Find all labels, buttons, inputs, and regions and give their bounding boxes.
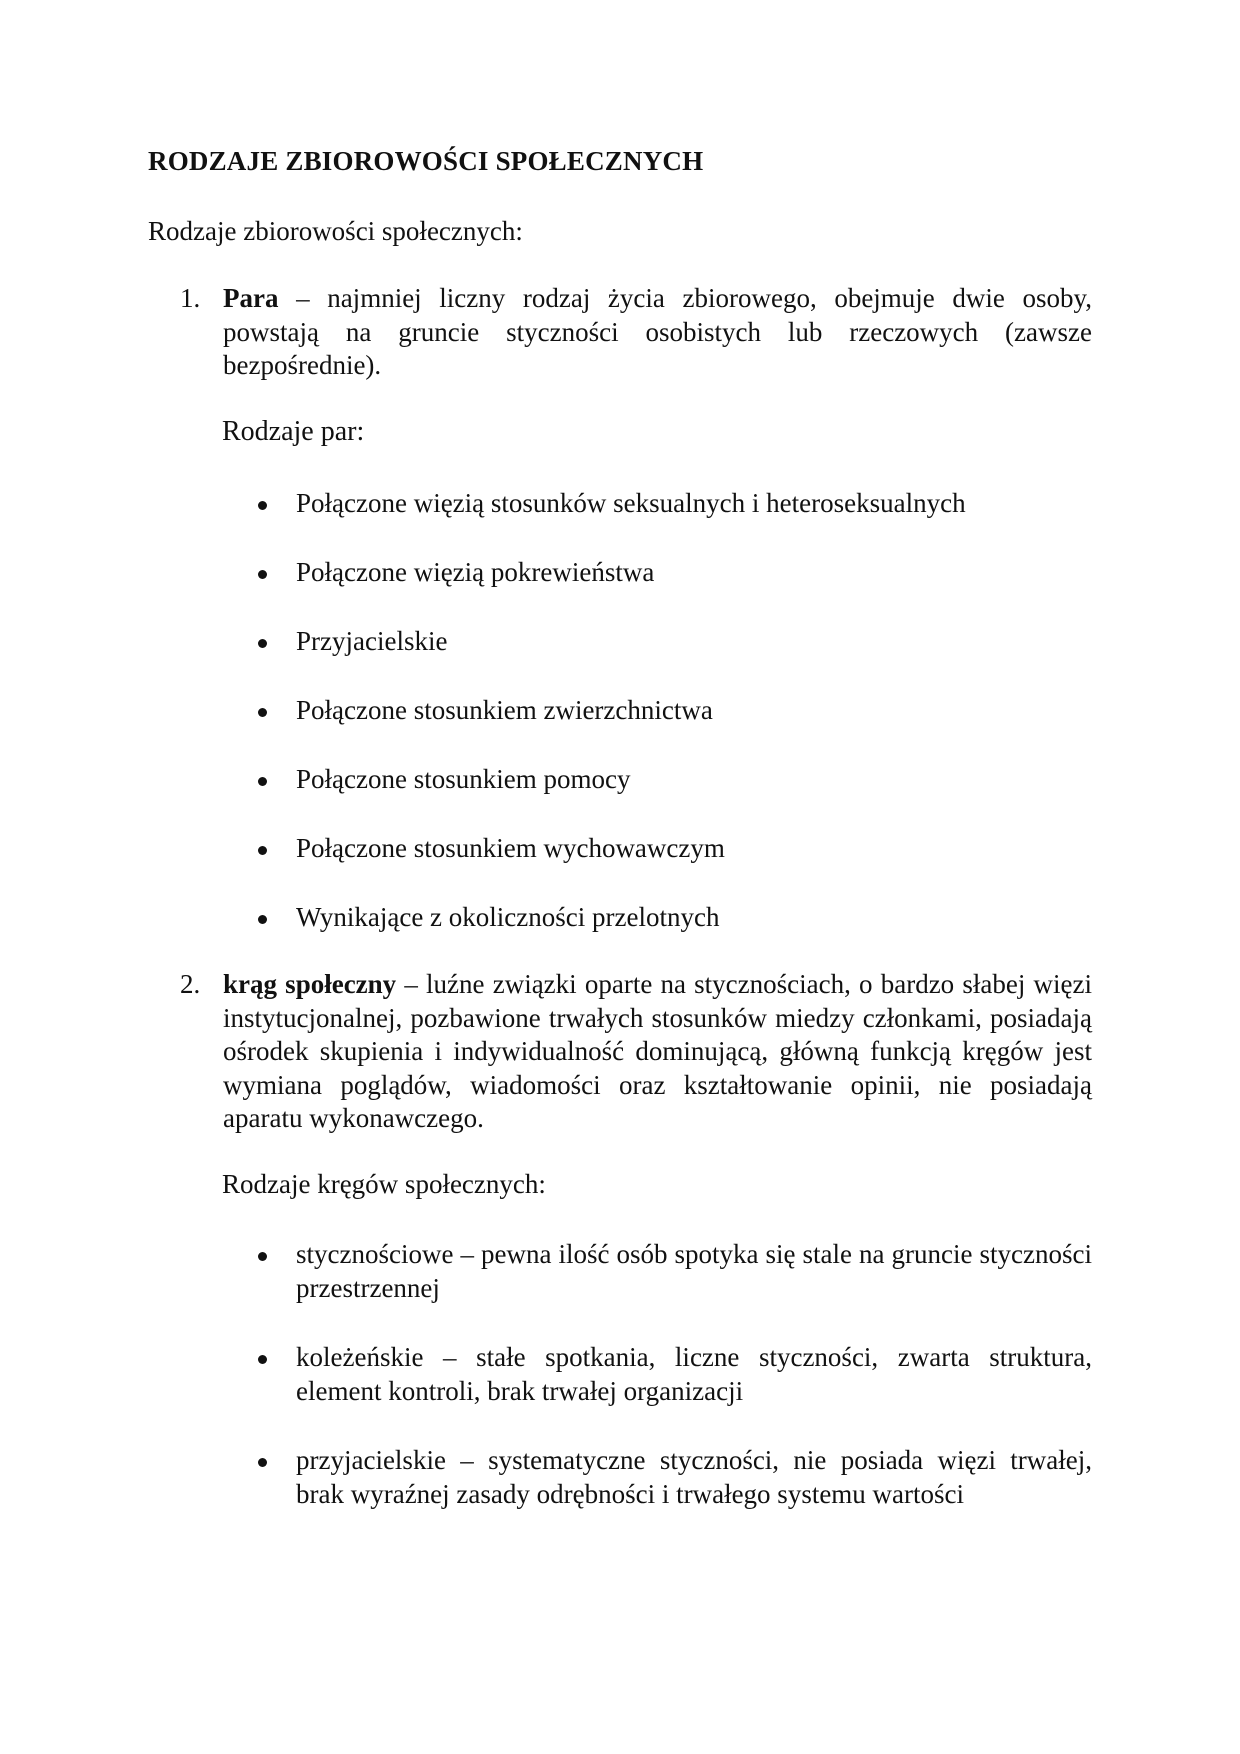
bullet-text: Połączone stosunkiem zwierzchnictwa [296, 695, 713, 725]
bullet-item [258, 1444, 1092, 1511]
list-number: 2. [180, 969, 201, 999]
list-item-para [180, 282, 1092, 383]
bullet-text [296, 1341, 1092, 1408]
bullet-item [258, 832, 1092, 866]
bullet-text: Wynikające z okoliczności przelotnych [296, 902, 720, 932]
bullet-item [258, 625, 1092, 659]
bullet-text: Połączone stosunkiem pomocy [296, 764, 631, 794]
bullet-text: Połączone więzią pokrewieństwa [296, 557, 655, 587]
list-item-text [223, 282, 1092, 383]
bullet-item [258, 1238, 1092, 1305]
bullet-item [258, 487, 1092, 521]
list-item-krag-spoleczny [180, 968, 1092, 1136]
bullet-text [296, 1444, 1092, 1511]
bullet-text: Przyjacielskie [296, 626, 448, 656]
bullet-text [296, 1238, 1092, 1305]
intro-text: Rodzaje zbiorowości społecznych: [148, 216, 523, 246]
bullet-icon [258, 501, 267, 510]
definition-krag-spoleczny: – luźne związki oparte na stycznościach, o bardzo słabej więzi instytucjonalnej, pozbawione trwałych stosunków miedzy członkami, posiadają ośrodek skupienia i indywidualność dominującą, główną funkcją kręgów jest wymiana poglądów, wiadomości oraz kształtowanie opinii, nie posiadają aparatu wykonawczego. [223, 969, 1092, 1133]
subheading-pairs: Rodzaje par: [222, 416, 365, 447]
bullet-item [258, 901, 1092, 935]
bullet-icon [258, 1355, 267, 1364]
term-kolezenskie: koleżeńskie [296, 1342, 424, 1372]
definition-przyjacielskie: – systematyczne styczności, nie posiada więzi trwałej, brak wyraźnej zasady odrębności i trwałego systemu wartości [296, 1445, 1092, 1509]
bullet-icon [258, 915, 267, 924]
bullet-icon [258, 1458, 267, 1467]
definition-stycznosciowe: – pewna ilość osób spotyka się stale na gruncie styczności przestrzennej [296, 1239, 1092, 1303]
bullet-icon [258, 1252, 267, 1261]
document-title: RODZAJE ZBIOROWOŚCI SPOŁECZNYCH [148, 146, 704, 176]
term-para: Para [223, 283, 279, 313]
bullet-item [258, 694, 1092, 728]
bullet-text: Połączone więzią stosunków seksualnych i heteroseksualnych [296, 488, 966, 518]
bullet-icon [258, 708, 267, 717]
bullet-icon [258, 777, 267, 786]
term-przyjacielskie: przyjacielskie [296, 1445, 446, 1475]
subheading-circles: Rodzaje kręgów społecznych: [222, 1169, 546, 1199]
bullet-icon [258, 639, 267, 648]
term-stycznosciowe: stycznościowe [296, 1239, 454, 1269]
bullet-icon [258, 570, 267, 579]
bullet-item [258, 1341, 1092, 1408]
bullet-item [258, 556, 1092, 590]
definition-para: – najmniej liczny rodzaj życia zbiorowego, obejmuje dwie osoby, powstają na gruncie styczności osobistych lub rzeczowych (zawsze bezpośrednie). [223, 283, 1092, 380]
term-krag-spoleczny: krąg społeczny [223, 969, 397, 999]
bullet-text: Połączone stosunkiem wychowawczym [296, 833, 725, 863]
bullet-icon [258, 846, 267, 855]
list-number: 1. [180, 283, 201, 313]
bullet-item [258, 763, 1092, 797]
definition-kolezenskie: – stałe spotkania, liczne styczności, zwarta struktura, element kontroli, brak trwałej organizacji [296, 1342, 1092, 1406]
list-item-text [223, 968, 1092, 1136]
